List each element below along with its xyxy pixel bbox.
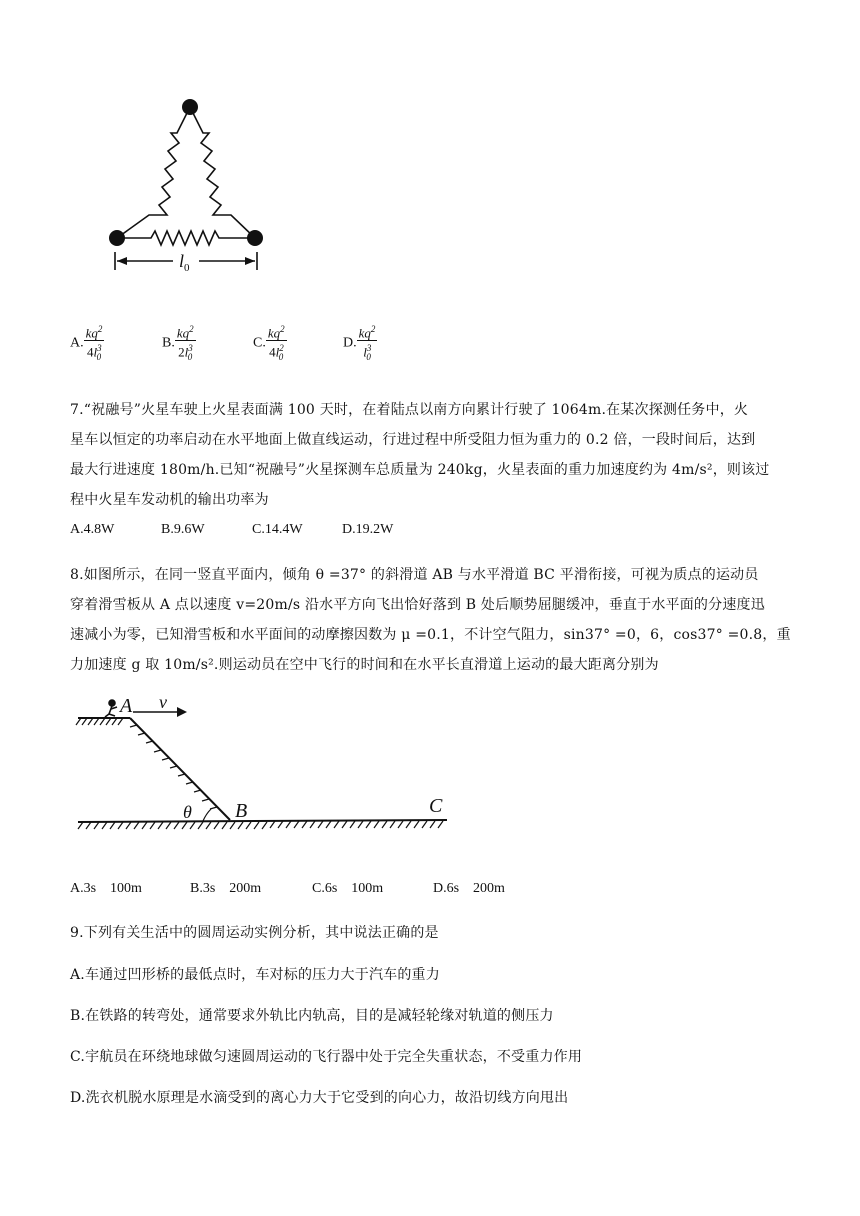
- charge-left: [109, 230, 125, 246]
- q8-stem-line-4: 力加速度 g 取 10m/s².则运动员在空中飞行的时间和在水平长直滑道上运动的最大距离分别为: [70, 657, 659, 673]
- q7-stem-line-1: 7.“祝融号”火星车驶上火星表面满 100 天时，在着陆点以南方向累计行驶了 1064m.在某次探测任务中，火: [70, 402, 749, 418]
- q6-option-c[interactable]: C. $\frac{kq^2}{4l^2_0}$: [253, 324, 285, 363]
- spring-left: [117, 107, 190, 238]
- q8-stem-line-1: 8.如图所示，在同一竖直平面内，倾角 θ =37° 的斜滑道 AB 与水平滑道 BC 平滑衔接，可视为质点的运动员: [70, 567, 759, 583]
- q9-option-d[interactable]: D.洗衣机脱水原理是水滴受到的离心力大于它受到的向心力，故沿切线方向甩出: [70, 1090, 569, 1106]
- skier-icon: [102, 700, 120, 718]
- velocity-label: v: [159, 692, 167, 712]
- point-c-label: C: [429, 795, 443, 817]
- arrow-left: [117, 257, 127, 265]
- velocity-arrow-head: [177, 707, 187, 717]
- q9-option-a[interactable]: A.车通过凹形桥的最低点时，车对标的压力大于汽车的重力: [70, 967, 440, 983]
- ski-slope-figure: [75, 690, 475, 840]
- q9-option-b[interactable]: B.在铁路的转弯处，通常要求外轨比内轨高，目的是减轻轮缘对轨道的侧压力: [70, 1008, 554, 1024]
- q6-option-b[interactable]: B. $\frac{kq^2}{2l^3_0}$: [162, 324, 194, 363]
- q6-option-a[interactable]: A. $\frac{kq^2}{4l^3_0}$: [70, 324, 103, 363]
- q8-option-c[interactable]: C.6s 100m: [312, 881, 384, 896]
- q6-option-d[interactable]: D. $\frac{kq^2}{l^3_0}$: [343, 324, 376, 363]
- q7-stem-line-2: 星车以恒定的功率启动在水平地面上做直线运动，行进过程中所受阻力恒为重力的 0.2 倍，一段时间后，达到: [70, 432, 756, 448]
- angle-theta-label: θ: [183, 802, 192, 822]
- spring-right: [190, 107, 255, 238]
- q8-option-b[interactable]: B.3s 200m: [190, 881, 262, 896]
- q7-option-b[interactable]: B.9.6W: [161, 522, 205, 537]
- point-a-label: A: [120, 695, 133, 717]
- q7-stem-line-3: 最大行进速度 180m/h.已知“祝融号”火星探测车总质量为 240kg，火星表面的重力加速度约为 4m/s²，则该过: [70, 462, 770, 478]
- spring-bottom: [117, 231, 255, 245]
- angle-arc: [203, 809, 211, 821]
- q8-stem-line-3: 速减小为零，已知滑雪板和水平面间的动摩擦因数为 μ =0.1，不计空气阻力，sin37° =0，6，cos37° =0.8，重: [70, 627, 791, 643]
- spring-triangle-figure: [95, 95, 275, 280]
- q6-options: [70, 322, 470, 362]
- q7-options: [70, 522, 470, 542]
- ground-bc: [78, 820, 447, 822]
- q7-option-a[interactable]: A.4.8W: [70, 522, 115, 537]
- point-b-label: B: [235, 800, 248, 822]
- q8-option-a[interactable]: A.3s 100m: [70, 881, 142, 896]
- launch-platform-hatching: [76, 718, 123, 725]
- q8-stem-line-2: 穿着滑雪板从 A 点以速度 v=20m/s 沿水平方向飞出恰好落到 B 处后顺势屈腿缓冲，垂直于水平面的分速度迅: [70, 597, 765, 613]
- q8-option-d[interactable]: D.6s 200m: [433, 881, 505, 896]
- slope-hatching: [130, 725, 217, 809]
- arrow-right: [245, 257, 255, 265]
- dimension-label: $l_0$: [179, 251, 190, 274]
- charge-right: [247, 230, 263, 246]
- q7-option-c[interactable]: C.14.4W: [252, 522, 303, 537]
- charge-top: [182, 99, 198, 115]
- q7-option-d[interactable]: D.19.2W: [342, 522, 394, 537]
- q7-stem-line-4: 程中火星车发动机的输出功率为: [70, 492, 269, 508]
- q8-options: [70, 881, 570, 901]
- q9-stem: 9.下列有关生活中的圆周运动实例分析，其中说法正确的是: [70, 925, 439, 941]
- q9-option-c[interactable]: C.宇航员在环绕地球做匀速圆周运动的飞行器中处于完全失重状态，不受重力作用: [70, 1049, 583, 1065]
